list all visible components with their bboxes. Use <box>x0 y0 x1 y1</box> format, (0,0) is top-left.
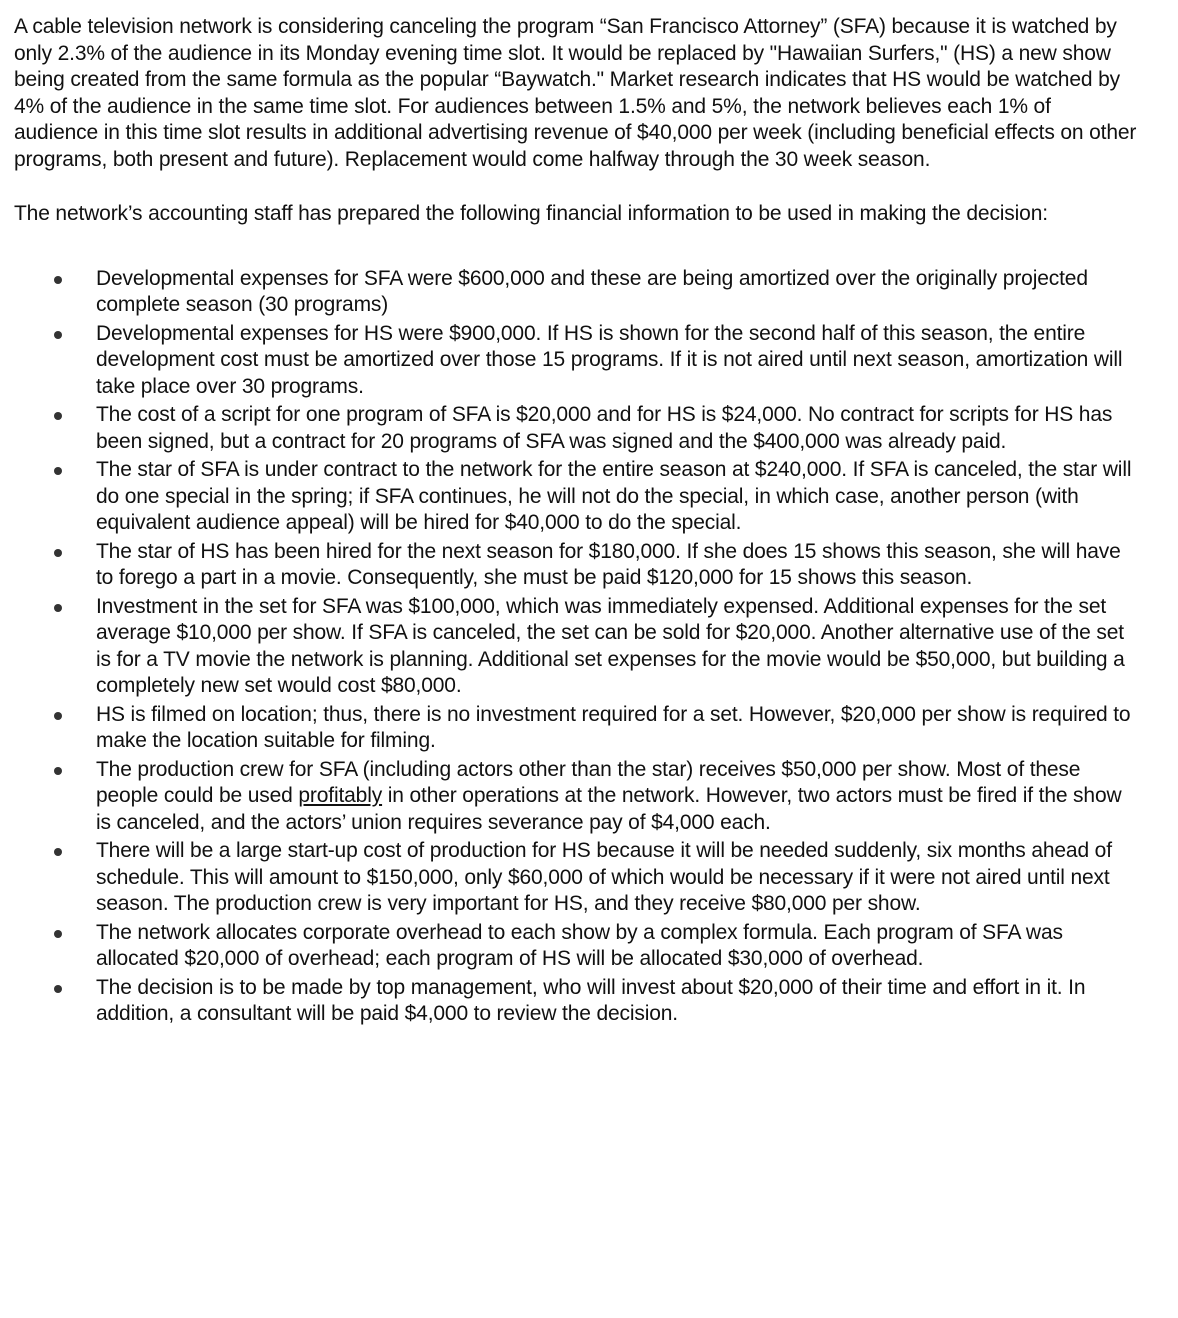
accounting-staff-paragraph: The network’s accounting staff has prepared the following financial information to be used in making the decision: <box>14 202 1048 225</box>
list-item-decision <box>14 975 1138 1028</box>
bullet-dot-icon <box>54 604 62 612</box>
list-item-text: Investment in the set for SFA was $100,000, which was immediately expensed. Additional expenses for the set average $10,000 per show. If SFA is canceled, the set can be sold for $20,000. Another alternative use of the set is for a TV movie the network is planning. Additional set expenses for the movie would be $50,000, but building a completely new set would cost $80,000. <box>96 594 1125 697</box>
list-item-hs-development <box>14 321 1138 401</box>
bullet-dot-icon <box>54 467 62 475</box>
list-item-text: The decision is to be made by top management, who will invest about $20,000 of their time and effort in it. In addition, a consultant will be paid $4,000 to review the decision. <box>96 975 1086 1025</box>
list-item-sfa-star <box>14 457 1138 537</box>
list-item-sfa-set <box>14 594 1138 700</box>
list-item-text-after: in other operations at the network. However, two actors must be fired if the show is canceled, and the actors’ union requires severance pay of $4,000 each. <box>96 784 1122 834</box>
bullet-dot-icon <box>54 276 62 284</box>
list-item-hs-startup <box>14 838 1138 918</box>
list-item-text: Developmental expenses for HS were $900,000. If HS is shown for the second half of this season, the entire development cost must be amortized over those 15 programs. If it is not aired until next season, amortization will take place over 30 programs. <box>96 321 1123 398</box>
bullet-dot-icon <box>54 331 62 339</box>
intro-paragraph: A cable television network is considering canceling the program “San Francisco Attorney” (SFA) because it is watched by only 2.3% of the audience in its Monday evening time slot. It would be replaced by "Hawaiian Surfers," (HS) a new show being created from the same formula as the popular “Baywatch." Market research indicates that HS would be watched by 4% of the audience in the same time slot. For audiences between 1.5% and 5%, the network believes each 1% of audience in this time slot results in additional advertising revenue of $40,000 per week (including beneficial effects on other programs, both present and future). Replacement would come halfway through the 30 week season. <box>14 15 1137 171</box>
list-item-text: There will be a large start-up cost of production for HS because it will be needed suddenly, six months ahead of schedule. This will amount to $150,000, only $60,000 of which would be necessary if it were not aired until next season. The production crew is very important for HS, and they receive $80,000 per show. <box>96 839 1112 915</box>
bullet-dot-icon <box>54 930 62 938</box>
list-item-overhead <box>14 920 1138 973</box>
list-item-text: The network allocates corporate overhead to each show by a complex formula. Each program of SFA was allocated $20,000 of overhead; each program of HS will be allocated $30,000 of overhead. <box>96 920 1063 970</box>
list-item-script-cost <box>14 402 1138 455</box>
bullet-dot-icon <box>54 767 62 775</box>
list-item-text: The star of SFA is under contract to the network for the entire season at $240,000. If SFA is canceled, the star will do one special in the spring; if SFA continues, he will not do the special, in which case, another person (with equivalent audience appeal) will be hired for $40,000 to do the special. <box>96 458 1132 534</box>
bullet-dot-icon <box>54 985 62 993</box>
list-item-text-before: The production crew for SFA (including actors other than the star) receives $50,000 per show. Most of these people could be used <box>96 757 1081 807</box>
list-item-hs-star <box>14 539 1138 592</box>
list-item-text: HS is filmed on location; thus, there is no investment required for a set. However, $20,000 per show is required to make the location suitable for filming. <box>96 702 1131 752</box>
list-item-hs-location <box>14 702 1138 755</box>
list-item-sfa-development <box>14 266 1138 319</box>
list-item-text: Developmental expenses for SFA were $600,000 and these are being amortized over the originally projected complete season (30 programs) <box>96 266 1088 316</box>
financial-info-list <box>14 266 1138 1028</box>
bullet-dot-icon <box>54 848 62 856</box>
bullet-dot-icon <box>54 712 62 720</box>
list-item-underlined-word: profitably <box>298 784 383 807</box>
list-item-text: The cost of a script for one program of SFA is $20,000 and for HS is $24,000. No contract for scripts for HS has been signed, but a contract for 20 programs of SFA was signed and the $400,000 was already paid. <box>96 403 1113 453</box>
bullet-dot-icon <box>54 549 62 557</box>
bullet-dot-icon <box>54 412 62 420</box>
list-item-sfa-crew <box>14 757 1138 837</box>
list-item-text: The star of HS has been hired for the next season for $180,000. If she does 15 shows this season, she will have to forego a part in a movie. Consequently, she must be paid $120,000 for 15 shows this season. <box>96 539 1121 589</box>
